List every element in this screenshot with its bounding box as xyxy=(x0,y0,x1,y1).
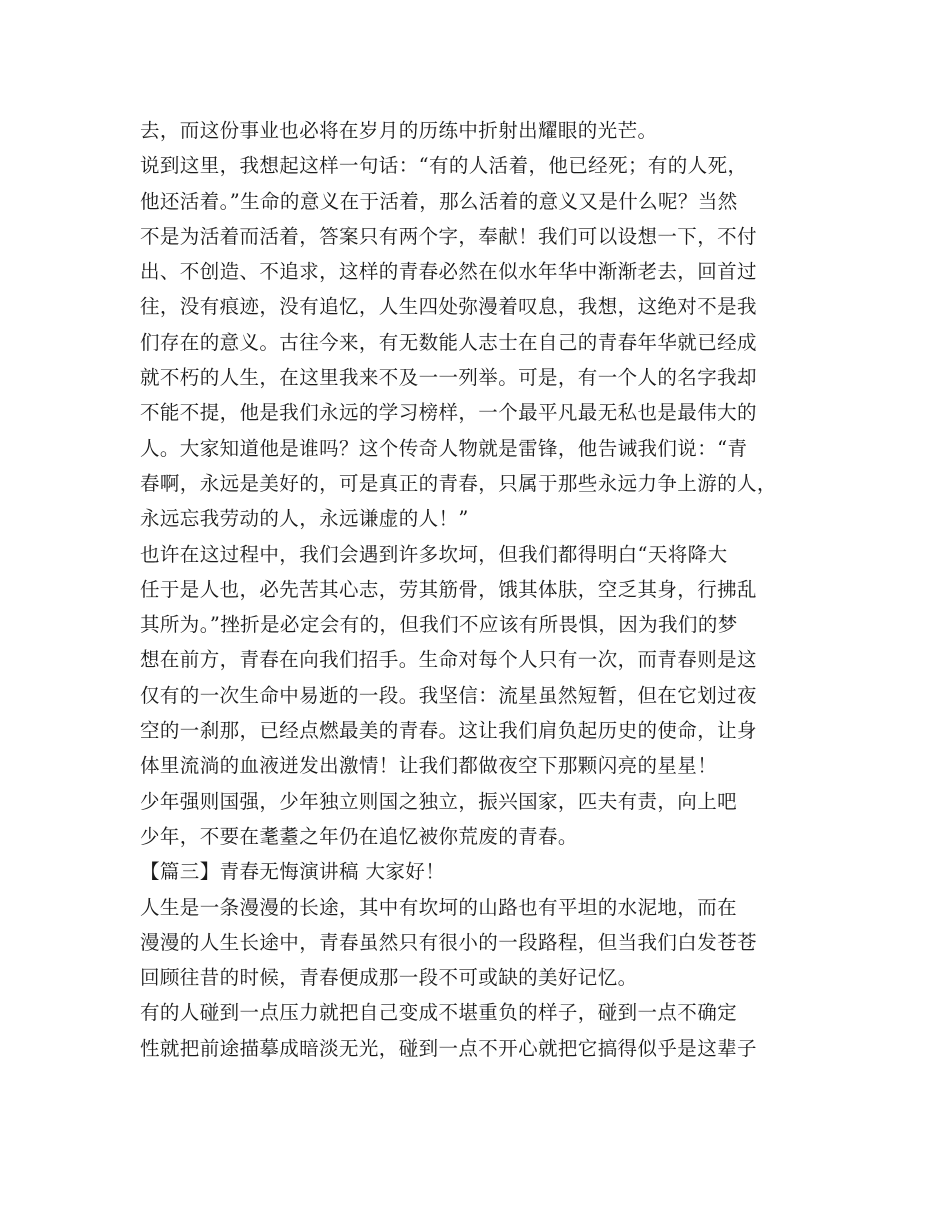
text-line: 不是为活着而活着，答案只有两个字，奉献！我们可以设想一下，不付 xyxy=(140,224,757,248)
text-line: 回顾往昔的时候，青春便成那一段不可或缺的美好记忆。 xyxy=(140,966,638,990)
text-line: 仅有的一次生命中易逝的一段。我坚信：流星虽然短暂，但在它划过夜 xyxy=(140,683,757,707)
text-line: 们存在的意义。古往今来，有无数能人志士在自己的青春年华就已经成 xyxy=(140,330,757,354)
text-line: 少年，不要在耄耋之年仍在追忆被你荒废的青春。 xyxy=(140,824,578,848)
text-line: 就不朽的人生，在这里我来不及一一列举。可是，有一个人的名字我却 xyxy=(140,366,757,390)
text-line: 去，而这份事业也必将在岁月的历练中折射出耀眼的光芒。 xyxy=(140,119,658,142)
text-line: 其所为。”挫折是必定会有的，但我们不应该有所畏惧，因为我们的梦 xyxy=(140,613,738,637)
text-line: 体里流淌的血液迸发出激情！让我们都做夜空下那颗闪亮的星星！ xyxy=(140,754,718,778)
text-line: 人。大家知道他是谁吗？这个传奇人物就是雷锋，他告诫我们说：“青 xyxy=(140,436,748,460)
text-line: 也许在这过程中，我们会遇到许多坎坷，但我们都得明白“天将降大 xyxy=(140,542,728,566)
text-line: 往，没有痕迹，没有追忆，人生四处弥漫着叹息，我想，这绝对不是我 xyxy=(140,295,757,319)
text-line: 他还活着。”生命的意义在于活着，那么活着的意义又是什么呢？当然 xyxy=(140,189,738,213)
document-body xyxy=(140,113,820,1066)
text-line: 性就把前途描摹成暗淡无光，碰到一点不开心就把它搞得似乎是这辈子 xyxy=(140,1036,757,1060)
text-line: 空的一刹那，已经点燃最美的青春。这让我们肩负起历史的使命，让身 xyxy=(140,719,757,743)
text-line: 有的人碰到一点压力就把自己变成不堪重负的样子，碰到一点不确定 xyxy=(140,1001,738,1025)
text-line: 说到这里，我想起这样一句话：“有的人活着，他已经死；有的人死， xyxy=(140,154,748,178)
text-line: 任于是人也，必先苦其心志，劳其筋骨，饿其体肤，空乏其身，行拂乱 xyxy=(140,577,757,601)
text-line: 不能不提，他是我们永远的学习榜样，一个最平凡最无私也是最伟大的 xyxy=(140,401,757,425)
text-line: 永远忘我劳动的人，永远谦虚的人！” xyxy=(140,507,469,531)
text-line: 春啊，永远是美好的，可是真正的青春，只属于那些永远力争上游的人， xyxy=(140,471,777,495)
text-line: 少年强则国强，少年独立则国之独立，振兴国家，匹夫有责，向上吧 xyxy=(140,789,738,813)
text-line: 漫漫的人生长途中，青春虽然只有很小的一段路程，但当我们白发苍苍 xyxy=(140,930,757,954)
text-line: 出、不创造、不追求，这样的青春必然在似水年华中渐渐老去，回首过 xyxy=(140,260,757,284)
text-line: 想在前方，青春在向我们招手。生命对每个人只有一次，而青春则是这 xyxy=(140,648,757,672)
section-heading: 【篇三】青春无悔演讲稿 大家好！ xyxy=(140,860,446,884)
text-line: 人生是一条漫漫的长途，其中有坎坷的山路也有平坦的水泥地，而在 xyxy=(140,895,738,919)
